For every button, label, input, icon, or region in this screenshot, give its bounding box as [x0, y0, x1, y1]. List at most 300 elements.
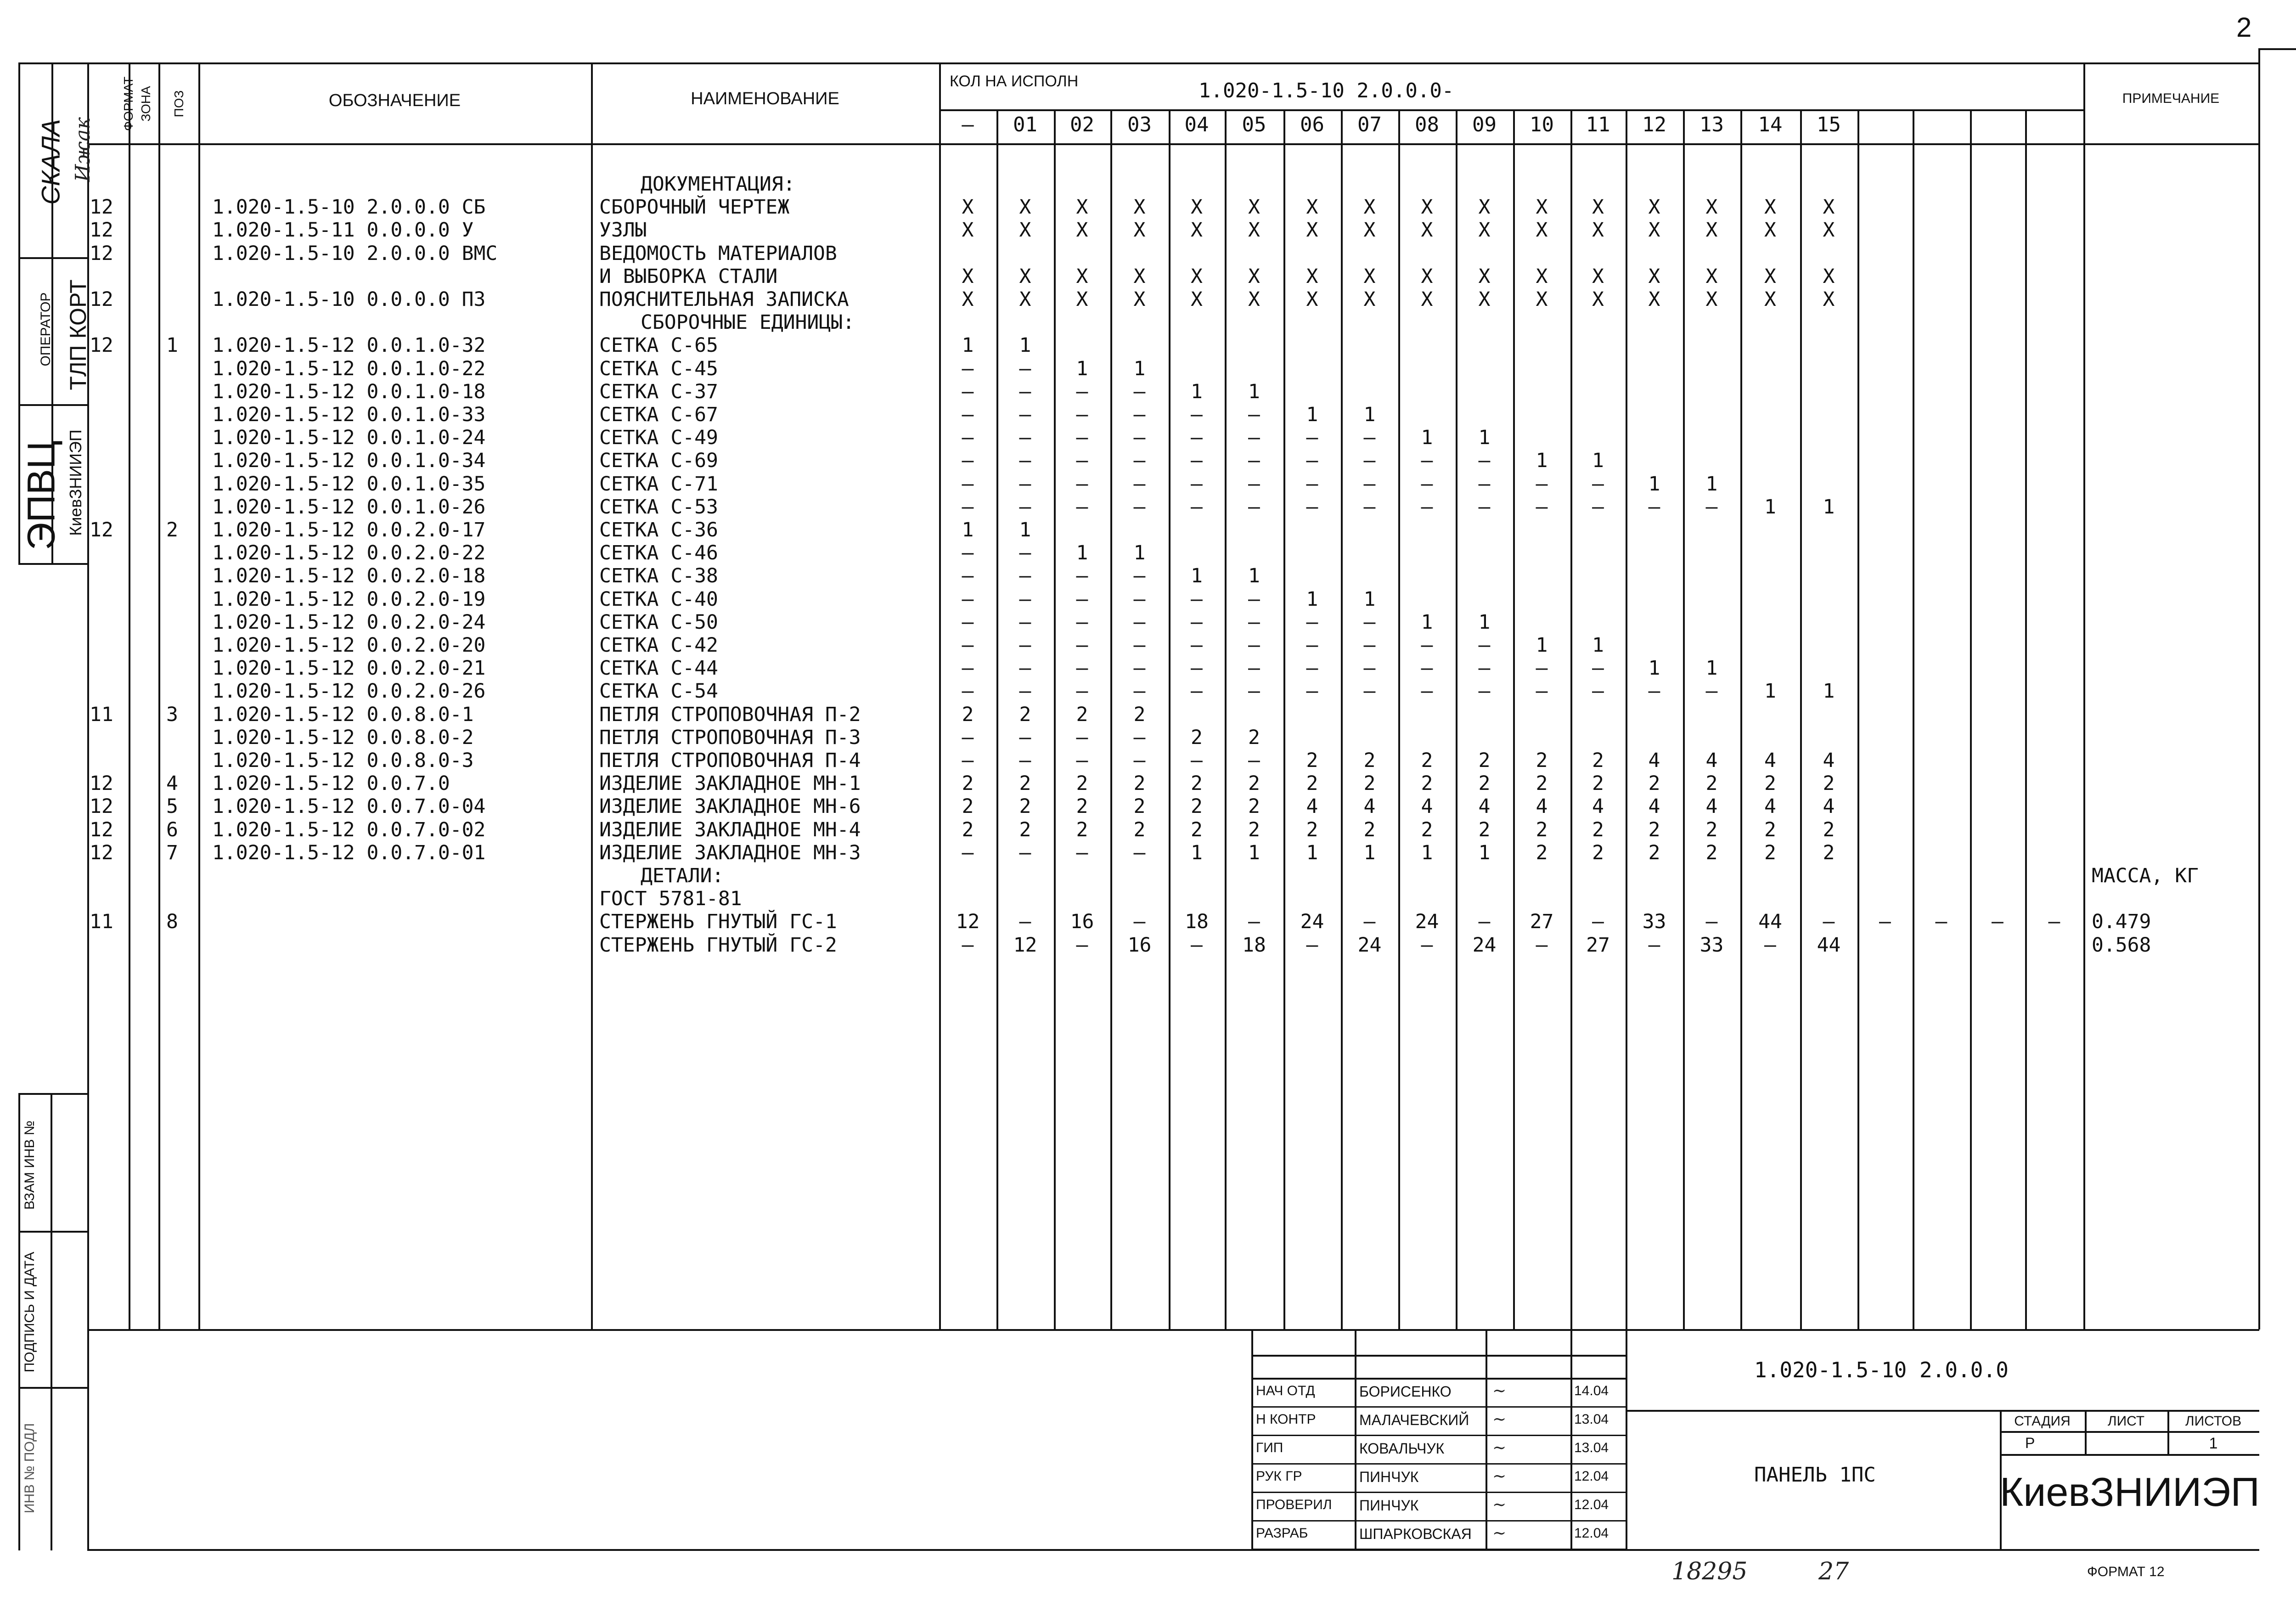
- row-qty: –: [1133, 749, 1146, 772]
- row-qty: 2: [962, 795, 974, 818]
- row-qty: –: [1648, 933, 1660, 957]
- row-designation: 1.020-1.5-12 0.0.8.0-1: [212, 703, 474, 726]
- stamp-person-name: ШПАРКОВСКАЯ: [1359, 1526, 1472, 1542]
- row-qty: –: [1133, 841, 1146, 864]
- row-qty: 1: [1705, 472, 1718, 496]
- row-qty: –: [1076, 380, 1088, 403]
- row-qty: 2: [1823, 818, 1835, 841]
- row-qty: 2: [1076, 795, 1088, 818]
- row-pos: 3: [166, 703, 178, 726]
- stamp-role: ПРОВЕРИЛ: [1256, 1497, 1332, 1512]
- stamp-role: НАЧ ОТД: [1256, 1383, 1315, 1398]
- row-designation: 1.020-1.5-12 0.0.8.0-2: [212, 726, 474, 749]
- row-qty: –: [962, 403, 974, 426]
- variant-header: 04: [1184, 113, 1209, 136]
- row-qty: –: [1363, 680, 1376, 703]
- row-qty: –: [1076, 634, 1088, 657]
- row-qty: 1: [1592, 634, 1604, 657]
- row-qty: X: [1648, 196, 1660, 219]
- row-qty: –: [1879, 910, 1891, 934]
- variant-header: 08: [1415, 113, 1439, 136]
- row-designation: 1.020-1.5-12 0.0.2.0-19: [212, 587, 486, 611]
- row-qty: –: [1019, 357, 1031, 380]
- row-qty: –: [1248, 426, 1260, 450]
- stamp-date: 13.04: [1574, 1440, 1609, 1455]
- stamp-person-name: ПИНЧУК: [1359, 1497, 1419, 1514]
- row-qty: 1: [962, 334, 974, 357]
- stamp-role: Н КОНТР: [1256, 1412, 1316, 1427]
- row-qty: 2: [1592, 841, 1604, 864]
- row-name: ВЕДОМОСТЬ МАТЕРИАЛОВ: [599, 242, 837, 265]
- row-qty: 2: [1306, 749, 1318, 772]
- row-pos: 2: [166, 518, 178, 541]
- row-qty: –: [962, 564, 974, 588]
- side-operator: ОПЕРАТОР: [38, 292, 53, 366]
- row-qty: X: [1764, 219, 1776, 242]
- row-qty: X: [1421, 288, 1433, 311]
- row-name: СЕТКА С-37: [599, 380, 718, 403]
- row-qty: –: [1133, 472, 1146, 496]
- row-qty: 1: [1019, 334, 1031, 357]
- row-qty: –: [1478, 495, 1491, 518]
- row-qty: 1: [1019, 518, 1031, 541]
- row-qty: 2: [1478, 818, 1491, 841]
- header-zone: ЗОНА: [139, 86, 153, 122]
- row-name: СЕТКА С-49: [599, 426, 718, 450]
- row-qty: –: [1306, 634, 1318, 657]
- row-qty: –: [2048, 910, 2060, 934]
- row-format: 11: [90, 703, 113, 726]
- row-qty: –: [1992, 910, 2003, 934]
- variant-col-line: [1857, 109, 1859, 1329]
- frame-right: [2258, 48, 2260, 1330]
- row-designation: 1.020-1.5-12 0.0.1.0-26: [212, 495, 486, 518]
- row-qty: –: [962, 749, 974, 772]
- row-qty: 1: [1536, 634, 1548, 657]
- row-qty: –: [1421, 933, 1433, 957]
- row-qty: –: [1019, 426, 1031, 450]
- footer-num2: 27: [1818, 1558, 1849, 1585]
- row-qty: –: [1705, 680, 1718, 703]
- row-format: 12: [90, 795, 113, 818]
- variant-header: 11: [1586, 113, 1610, 136]
- row-qty: X: [1076, 196, 1088, 219]
- row-name: СЕТКА С-69: [599, 449, 718, 473]
- row-qty: –: [1421, 472, 1433, 496]
- stamp-person-name: ПИНЧУК: [1359, 1469, 1419, 1485]
- side-tlp-kort: ТЛП КОРТ: [65, 279, 91, 390]
- row-name: СБОРОЧНЫЕ ЕДИНИЦЫ:: [641, 311, 855, 334]
- row-qty: 2: [1363, 749, 1376, 772]
- row-qty: 2: [1191, 772, 1203, 795]
- row-qty: 2: [1705, 841, 1718, 864]
- row-qty: –: [1306, 933, 1318, 957]
- row-name: ГОСТ 5781-81: [599, 887, 742, 911]
- row-qty: –: [1478, 680, 1491, 703]
- row-qty: 4: [1306, 795, 1318, 818]
- row-qty: –: [1306, 610, 1318, 634]
- variant-header: 13: [1699, 113, 1724, 136]
- footer-num1: 18295: [1671, 1558, 1748, 1585]
- side-inv-podl: ИНВ № ПОДЛ: [22, 1423, 37, 1514]
- row-name: СЕТКА С-46: [599, 541, 718, 565]
- row-qty: 2: [1536, 818, 1548, 841]
- variant-header: 02: [1070, 113, 1094, 136]
- row-qty: –: [1592, 657, 1604, 680]
- variant-header: 10: [1530, 113, 1554, 136]
- row-qty: X: [1306, 265, 1318, 288]
- row-designation: 1.020-1.5-10 2.0.0.0 СБ: [212, 196, 486, 219]
- stamp-role: РУК ГР: [1256, 1469, 1302, 1484]
- row-qty: –: [1478, 472, 1491, 496]
- stamp-row-line: [1251, 1492, 1626, 1493]
- row-qty: –: [1536, 933, 1548, 957]
- row-qty: 4: [1421, 795, 1433, 818]
- row-qty: –: [1019, 610, 1031, 634]
- row-qty: –: [1133, 449, 1146, 473]
- row-format: 12: [90, 288, 113, 311]
- row-qty: –: [962, 426, 974, 450]
- row-qty: –: [962, 357, 974, 380]
- row-qty: X: [1592, 219, 1604, 242]
- row-qty: 2: [1191, 818, 1203, 841]
- row-qty: X: [1248, 219, 1260, 242]
- row-qty: 24: [1357, 933, 1382, 957]
- row-qty: –: [1133, 403, 1146, 426]
- row-qty: –: [1306, 472, 1318, 496]
- stamp-date: 12.04: [1574, 1526, 1609, 1541]
- row-qty: 4: [1648, 749, 1660, 772]
- stamp-row-line: [1251, 1406, 1626, 1408]
- row-qty: X: [1478, 219, 1491, 242]
- row-qty: –: [962, 657, 974, 680]
- row-qty: X: [1076, 288, 1088, 311]
- variant-header: 07: [1357, 113, 1382, 136]
- row-qty: –: [1076, 933, 1088, 957]
- row-qty: –: [1019, 680, 1031, 703]
- row-qty: 2: [1076, 703, 1088, 726]
- row-qty: –: [1191, 403, 1203, 426]
- header-note: ПРИМЕЧАНИЕ: [2122, 91, 2220, 106]
- row-name: СЕТКА С-67: [599, 403, 718, 426]
- row-qty: 1: [1823, 680, 1835, 703]
- row-qty: –: [962, 610, 974, 634]
- row-qty: X: [1648, 219, 1660, 242]
- stamp-person-name: БОРИСЕНКО: [1359, 1383, 1452, 1400]
- row-qty: X: [1823, 265, 1835, 288]
- row-qty: 2: [1076, 772, 1088, 795]
- row-qty: –: [1191, 449, 1203, 473]
- row-qty: –: [1248, 587, 1260, 611]
- row-qty: 2: [1248, 818, 1260, 841]
- row-qty: –: [1191, 495, 1203, 518]
- row-qty: 27: [1586, 933, 1610, 957]
- row-name: ПЕТЛЯ СТРОПОВОЧНАЯ П-2: [599, 703, 861, 726]
- row-qty: 24: [1472, 933, 1497, 957]
- row-qty: 1: [1421, 610, 1433, 634]
- row-format: 12: [90, 242, 113, 265]
- row-qty: 2: [1478, 772, 1491, 795]
- row-qty: X: [1133, 265, 1146, 288]
- variant-header: –: [962, 113, 974, 136]
- row-qty: 2: [1019, 703, 1031, 726]
- row-qty: –: [1306, 449, 1318, 473]
- row-qty: 4: [1823, 795, 1835, 818]
- row-pos: 8: [166, 910, 178, 934]
- row-qty: 2: [1248, 726, 1260, 749]
- row-qty: –: [1478, 634, 1491, 657]
- row-qty: –: [1306, 657, 1318, 680]
- row-qty: 4: [1363, 795, 1376, 818]
- row-qty: –: [1421, 657, 1433, 680]
- row-qty: 4: [1705, 749, 1718, 772]
- row-qty: 12: [1013, 933, 1037, 957]
- row-format: 12: [90, 219, 113, 242]
- row-qty: 4: [1592, 795, 1604, 818]
- row-qty: 2: [1592, 749, 1604, 772]
- row-name: СЕТКА С-45: [599, 357, 718, 380]
- row-qty: –: [1191, 472, 1203, 496]
- row-qty: –: [1076, 587, 1088, 611]
- row-qty: 1: [1592, 449, 1604, 473]
- row-qty: –: [1363, 634, 1376, 657]
- row-qty: X: [1536, 288, 1548, 311]
- row-qty: X: [1478, 196, 1491, 219]
- row-qty: X: [1191, 219, 1203, 242]
- row-qty: –: [1019, 564, 1031, 588]
- row-pos: 5: [166, 795, 178, 818]
- row-qty: –: [962, 472, 974, 496]
- corner-tick: [2258, 48, 2296, 50]
- row-qty: X: [1191, 288, 1203, 311]
- row-qty: X: [962, 288, 974, 311]
- row-qty: 1: [1705, 657, 1718, 680]
- stamp-row-line: [1251, 1520, 1626, 1521]
- row-qty: X: [1421, 219, 1433, 242]
- row-qty: 1: [1363, 587, 1376, 611]
- col-line-format: [129, 62, 130, 1329]
- stamp-row2: [1251, 1378, 1626, 1380]
- row-qty: –: [1421, 449, 1433, 473]
- row-qty: –: [1019, 449, 1031, 473]
- row-qty: 2: [1191, 726, 1203, 749]
- side-signature: Ижак: [71, 117, 95, 182]
- row-qty: 2: [1191, 795, 1203, 818]
- row-qty: X: [1191, 265, 1203, 288]
- row-qty: X: [1248, 196, 1260, 219]
- row-qty: –: [1019, 495, 1031, 518]
- variant-header: 09: [1472, 113, 1497, 136]
- row-qty: –: [1648, 680, 1660, 703]
- row-qty: –: [1306, 426, 1318, 450]
- row-pos: 6: [166, 818, 178, 841]
- stamp-col-date: [1570, 1329, 1572, 1550]
- row-qty: 1: [1191, 841, 1203, 864]
- row-qty: 2: [1705, 818, 1718, 841]
- table-bottom: [87, 1329, 2259, 1331]
- row-qty: 1: [1133, 357, 1146, 380]
- row-qty: 33: [1642, 910, 1666, 934]
- row-qty: –: [1248, 680, 1260, 703]
- row-qty: X: [1536, 265, 1548, 288]
- side-skala: СКАЛА: [36, 119, 65, 205]
- frame-bottom: [87, 1549, 2259, 1551]
- row-qty: –: [1076, 472, 1088, 496]
- row-qty: 1: [1248, 564, 1260, 588]
- row-qty: –: [1306, 680, 1318, 703]
- row-qty: –: [1935, 910, 1947, 934]
- col-line-designation: [591, 62, 593, 1329]
- row-qty: –: [1191, 634, 1203, 657]
- row-qty: –: [1076, 657, 1088, 680]
- row-designation: 1.020-1.5-10 0.0.0.0 ПЗ: [212, 288, 486, 311]
- row-qty: 1: [1764, 680, 1776, 703]
- row-qty: X: [1019, 288, 1031, 311]
- row-qty: X: [1536, 196, 1548, 219]
- row-qty: –: [1705, 910, 1718, 934]
- row-qty: X: [1191, 196, 1203, 219]
- row-format: 12: [90, 334, 113, 357]
- row-qty: –: [1823, 910, 1835, 934]
- row-qty: –: [1536, 472, 1548, 496]
- stamp-code-bottom: [1626, 1410, 2259, 1412]
- row-designation: 1.020-1.5-12 0.0.1.0-24: [212, 426, 486, 450]
- side-podpis: ПОДПИСЬ И ДАТА: [22, 1251, 37, 1373]
- row-designation: 1.020-1.5-12 0.0.7.0: [212, 772, 450, 795]
- row-qty: –: [1019, 380, 1031, 403]
- row-qty: 1: [1823, 495, 1835, 518]
- row-qty: 1: [1248, 841, 1260, 864]
- side-kiev: КиевЗНИИЭП: [66, 429, 85, 536]
- row-name: И ВЫБОРКА СТАЛИ: [599, 265, 778, 288]
- row-qty: 24: [1415, 910, 1439, 934]
- row-qty: X: [1648, 288, 1660, 311]
- header-format: ФОРМАТ: [121, 76, 135, 131]
- row-qty: –: [1076, 726, 1088, 749]
- row-qty: 1: [1421, 426, 1433, 450]
- stamp-stage-row1: [2000, 1431, 2259, 1433]
- row-qty: X: [1764, 265, 1776, 288]
- row-name: СЕТКА С-42: [599, 634, 718, 657]
- row-qty: –: [1133, 564, 1146, 588]
- stamp-left: [1251, 1329, 1253, 1550]
- row-qty: –: [1019, 587, 1031, 611]
- row-designation: 1.020-1.5-12 0.0.7.0-02: [212, 818, 486, 841]
- stamp-stage: Р: [2025, 1435, 2035, 1451]
- row-qty: 44: [1758, 910, 1782, 934]
- row-qty: –: [1248, 634, 1260, 657]
- row-qty: 1: [1421, 841, 1433, 864]
- row-qty: –: [1191, 933, 1203, 957]
- corner-number: 2: [2236, 12, 2252, 43]
- row-qty: –: [962, 841, 974, 864]
- row-qty: 1: [1363, 403, 1376, 426]
- row-qty: X: [1592, 265, 1604, 288]
- row-qty: –: [1019, 749, 1031, 772]
- row-designation: 1.020-1.5-12 0.0.2.0-26: [212, 680, 486, 703]
- row-name: ИЗДЕЛИЕ ЗАКЛАДНОЕ МН-3: [599, 841, 861, 864]
- header-qty: КОЛ НА ИСПОЛН: [950, 73, 1079, 90]
- row-qty: X: [1705, 265, 1718, 288]
- row-qty: –: [1133, 634, 1146, 657]
- row-format: 12: [90, 518, 113, 541]
- row-qty: –: [1191, 749, 1203, 772]
- row-designation: 1.020-1.5-12 0.0.2.0-24: [212, 610, 486, 634]
- row-qty: 1: [1536, 449, 1548, 473]
- row-qty: 18: [1242, 933, 1266, 957]
- lower-strip-mid: [51, 1093, 52, 1550]
- row-qty: –: [1363, 610, 1376, 634]
- row-pos: 7: [166, 841, 178, 864]
- row-qty: –: [1248, 657, 1260, 680]
- stamp-stage-label: СТАДИЯ: [2014, 1414, 2071, 1429]
- row-qty: –: [1421, 680, 1433, 703]
- row-qty: –: [1421, 634, 1433, 657]
- row-name: ПОЯСНИТЕЛЬНАЯ ЗАПИСКА: [599, 288, 849, 311]
- row-qty: –: [1133, 610, 1146, 634]
- row-qty: 2: [1133, 818, 1146, 841]
- row-qty: –: [1076, 749, 1088, 772]
- row-qty: 2: [1536, 772, 1548, 795]
- row-qty: 2: [1536, 841, 1548, 864]
- row-qty: –: [1592, 680, 1604, 703]
- row-designation: 1.020-1.5-12 0.0.1.0-33: [212, 403, 486, 426]
- footer-format: ФОРМАТ 12: [2087, 1564, 2165, 1579]
- row-qty: –: [1536, 657, 1548, 680]
- header-pos: ПОЗ: [172, 90, 186, 118]
- row-qty: 2: [1823, 772, 1835, 795]
- col-line-pos: [198, 62, 200, 1329]
- row-qty: 2: [1133, 795, 1146, 818]
- stamp-stage-row2: [2000, 1454, 2259, 1456]
- row-qty: –: [1191, 657, 1203, 680]
- row-qty: X: [1076, 265, 1088, 288]
- row-name: СБОРОЧНЫЙ ЧЕРТЕЖ: [599, 196, 790, 219]
- stamp-date: 12.04: [1574, 1497, 1609, 1512]
- stamp-sheet-label: ЛИСТ: [2107, 1414, 2145, 1429]
- row-name: СЕТКА С-40: [599, 587, 718, 611]
- row-qty: X: [1133, 219, 1146, 242]
- row-qty: 2: [1019, 772, 1031, 795]
- row-qty: X: [1764, 196, 1776, 219]
- row-qty: 4: [1764, 795, 1776, 818]
- side-vzam: ВЗАМ ИНВ №: [22, 1120, 37, 1210]
- stamp-row-line: [1251, 1549, 1626, 1550]
- row-qty: –: [1191, 680, 1203, 703]
- row-qty: –: [962, 495, 974, 518]
- stamp-row1: [1251, 1355, 1626, 1357]
- row-designation: 1.020-1.5-10 2.0.0.0 ВМС: [212, 242, 498, 265]
- row-name: СЕТКА С-44: [599, 657, 718, 680]
- variant-header: 05: [1242, 113, 1266, 136]
- row-qty: X: [1133, 288, 1146, 311]
- signature-scribble: ~: [1492, 1438, 1507, 1457]
- row-pos: 1: [166, 334, 178, 357]
- row-qty: –: [1536, 680, 1548, 703]
- row-qty: 2: [1421, 749, 1433, 772]
- row-qty: –: [1019, 657, 1031, 680]
- row-qty: X: [1363, 219, 1376, 242]
- row-qty: 1: [1191, 380, 1203, 403]
- col-line-zone: [158, 62, 160, 1329]
- row-qty: –: [962, 541, 974, 565]
- row-qty: X: [1248, 288, 1260, 311]
- row-qty: X: [1823, 196, 1835, 219]
- row-name: СТЕРЖЕНЬ ГНУТЫЙ ГС-2: [599, 933, 837, 957]
- row-designation: 1.020-1.5-12 0.0.2.0-20: [212, 634, 486, 657]
- row-qty: 1: [1076, 357, 1088, 380]
- row-qty: –: [1648, 495, 1660, 518]
